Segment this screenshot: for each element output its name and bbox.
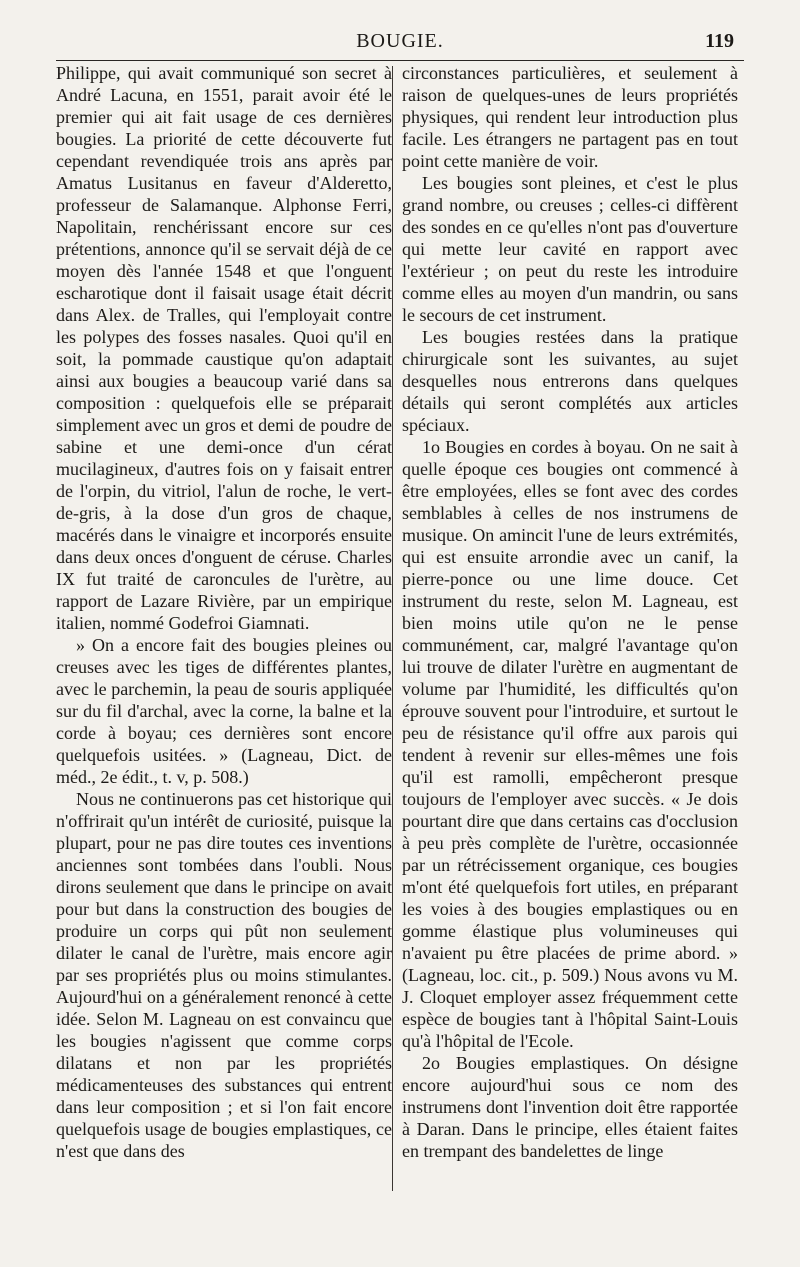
header-rule	[56, 60, 744, 61]
paragraph: » On a encore fait des bougies pleines ou creuses avec les tiges de différentes plantes, avec le parchemin, la peau de souris appliquée sur du fil d'archal, avec la corne, la balne et la corde à boyau; ces dernières sont encore quelquefois usitées. » (Lagneau, Dict. de méd., 2e édit., t. v, p. 508.)	[56, 635, 392, 787]
column-divider	[392, 66, 393, 1191]
paragraph: circonstances particulières, et seulement à raison de quelques-unes de leurs propriétés physiques, qui rendent leur introduction plus facile. Les étrangers ne partagent pas en tout point cette manière de voir.	[402, 63, 738, 171]
right-column	[402, 62, 738, 1202]
left-column	[56, 62, 392, 1202]
paragraph: Les bougies sont pleines, et c'est le plus grand nombre, ou creuses ; celles-ci diffèrent des sondes en ce qu'elles n'ont pas d'ouverture qui mette leur cavité en rapport avec l'extérieur ; on peut du reste les introduire comme elles au moyen d'un mandrin, ou sans le secours de cet instrument.	[402, 173, 738, 325]
paragraph: 2o Bougies emplastiques. On désigne encore aujourd'hui sous ce nom des instrumens dont l'invention doit être rapportée à Daran. Dans le principe, elles étaient faites en trempant des bandelettes de linge	[402, 1053, 738, 1161]
paragraph: 1o Bougies en cordes à boyau. On ne sait à quelle époque ces bougies ont commencé à être employées, elles se font avec des cordes semblables à celles de nos instrumens de musique. On amincit l'une de leurs extrémités, qui est ensuite arrondie avec un canif, la pierre-ponce ou une lime douce. Cet instrument du reste, selon M. Lagneau, est bien moins utile qu'on ne le pense communément, car, malgré l'avantage qu'on lui trouve de dilater l'urètre en augmentant de volume par l'humidité, les difficultés qu'on éprouve souvent pour l'introduire, et surtout le peu de résistance qu'il offre aux parois qui tendent à revenir sur elles-mêmes une fois qu'il est ramolli, empêcheront presque toujours de l'employer avec succès. « Je dois pourtant dire que dans certains cas d'occlusion à peu près complète de l'urètre, occasionnée par un rétrécissement organique, ces bougies m'ont été quelquefois fort utiles, en préparant les voies à des bougies emplastiques ou en gomme élastique plus volumineuses qui n'avaient pu être placées de prime abord. » (Lagneau, loc. cit., p. 509.) Nous avons vu M. J. Cloquet employer assez fréquemment cette espèce de bougies tant à l'hôpital Saint-Louis qu'à l'hôpital de l'Ecole.	[402, 437, 738, 1051]
page-number: 119	[705, 30, 734, 52]
paragraph: Les bougies restées dans la pratique chirurgicale sont les suivantes, au sujet desquelles nous entrerons dans quelques détails qui seront complétés aux articles spéciaux.	[402, 327, 738, 435]
paragraph: Nous ne continuerons pas cet historique qui n'offrirait qu'un intérêt de curiosité, puisque la plupart, pour ne pas dire toutes ces inventions anciennes sont tombées dans l'oubli. Nous dirons seulement que dans le principe on avait pour but dans la construction des bougies de produire un corps qui pût non seulement dilater le canal de l'urètre, mais encore agir par ses propriétés plus ou moins stimulantes. Aujourd'hui on a généralement renoncé à cette idée. Selon M. Lagneau on est convaincu que les bougies n'agissent que comme corps dilatans et non par les propriétés médicamenteuses des substances qui entrent dans leur composition ; et si l'on fait encore quelquefois usage de bougies emplastiques, ce n'est que dans des	[56, 789, 392, 1161]
page-title: BOUGIE.	[356, 30, 444, 52]
running-header	[56, 30, 744, 56]
paragraph: Philippe, qui avait communiqué son secret à André Lacuna, en 1551, parait avoir été le premier qui ait fait usage de ces dernières bougies. La priorité de cette découverte fut cependant revendiquée trois ans après par Amatus Lusitanus en faveur d'Alderetto, professeur de Salamanque. Alphonse Ferri, Napolitain, renchérissant encore sur ces prétentions, annonce qu'il se servait déjà de ce moyen dès l'année 1548 et que l'onguent escharotique dont il faisait usage était décrit dans Alex. de Tralles, qui l'employait contre les polypes des fosses nasales. Quoi qu'il en soit, la pommade caustique qu'on adaptait ainsi aux bougies a beaucoup varié dans sa composition : quelquefois elle se préparait simplement avec un gros et demi de poudre de sabine et une demi-once d'un cérat mucilagineux, d'autres fois on y faisait entrer de l'orpin, du vitriol, l'alun de roche, le vert-de-gris, à la dose d'un gros de chaque, macérés dans le vinaigre et incorporés ensuite dans deux onces d'onguent de céruse. Charles IX fut traité de caroncules de l'urètre, au rapport de Lazare Rivière, par un empirique italien, nommé Godefroi Giamnati.	[56, 63, 392, 633]
